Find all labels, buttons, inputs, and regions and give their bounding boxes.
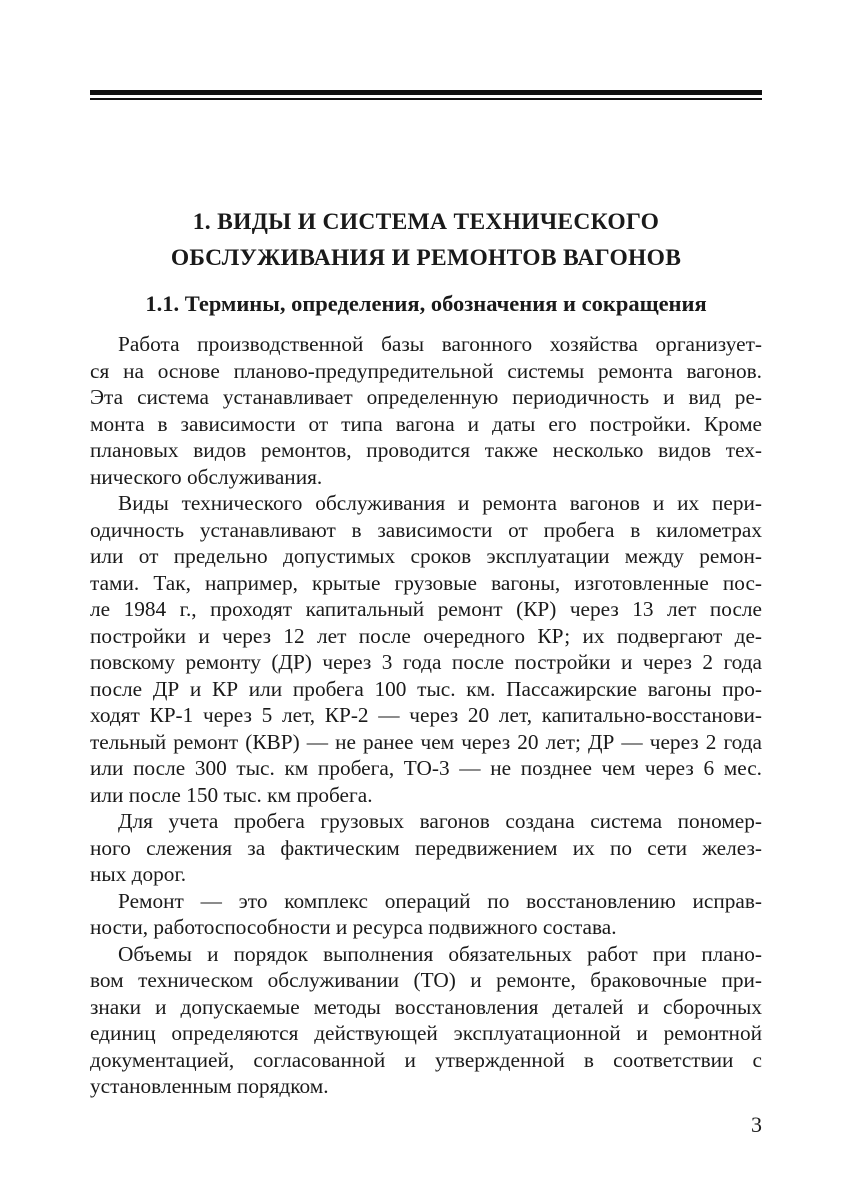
text-line: вом техническом обслуживании (ТО) и ремонте, браковочные при- — [90, 968, 762, 992]
text-line: одичность устанавливают в зависимости от пробега в километрах — [90, 517, 762, 542]
text-line: Эта система устанавливает определенную периодичность и вид ре- — [90, 385, 762, 409]
text-line: Объемы и порядок выполнения обязательных работ при плано- — [118, 941, 762, 966]
text-line: ных дорог. — [90, 862, 187, 886]
paragraph — [90, 331, 762, 490]
text-line: нического обслуживания. — [90, 464, 323, 489]
text-line: единиц определяются действующей эксплуатационной и ремонтной — [90, 1021, 762, 1045]
text-line: ле 1984 г., проходят капитальный ремонт (КР) через 13 лет после — [90, 597, 762, 621]
paragraph — [90, 808, 762, 888]
text-line: документацией, согласованной и утвержденной в соответствии с — [90, 1047, 762, 1072]
text-line: ного слежения за фактическим передвижением их по сети желез- — [90, 835, 762, 860]
text-line: тельный ремонт (КВР) — не ранее чем через 20 лет; ДР — через 2 года — [90, 729, 762, 754]
text-line: постройки и через 12 лет после очередного КР; их подвергают де- — [90, 623, 762, 648]
text-line: или после 150 тыс. км пробега. — [90, 782, 373, 807]
chapter-title — [90, 204, 762, 276]
chapter-title-line: ОБСЛУЖИВАНИЯ И РЕМОНТОВ ВАГОНОВ — [170, 245, 682, 271]
text-line: после ДР и КР или пробега 100 тыс. км. Пассажирские вагоны про- — [90, 676, 762, 701]
body-text — [90, 331, 762, 1100]
text-line: ности, работоспособности и ресурса подвижного состава. — [90, 915, 617, 939]
text-line: или после 300 тыс. км пробега, ТО-3 — не позднее чем через 6 мес. — [90, 756, 762, 780]
text-line: монта в зависимости от типа вагона и даты его постройки. Кроме — [90, 411, 762, 436]
text-line: плановых видов ремонтов, проводится также несколько видов тех- — [90, 438, 762, 462]
text-line: Для учета пробега грузовых вагонов создана система пономер- — [118, 809, 762, 833]
text-line: знаки и допускаемые методы восстановления деталей и сборочных — [90, 994, 762, 1019]
text-line: повскому ремонту (ДР) через 3 года после постройки и через 2 года — [90, 650, 762, 674]
chapter-title-line: 1. ВИДЫ И СИСТЕМА ТЕХНИЧЕСКОГО — [192, 209, 660, 235]
paragraph — [90, 490, 762, 808]
text-line: Виды технического обслуживания и ремонта вагонов и их пери- — [118, 491, 762, 515]
text-line: Работа производственной базы вагонного хозяйства организует- — [118, 332, 762, 356]
header-rule-thin — [90, 98, 762, 100]
text-line: тами. Так, например, крытые грузовые вагоны, изготовленные пос- — [90, 570, 762, 595]
page-number: 3 — [751, 1112, 762, 1137]
text-line: ходят КР-1 через 5 лет, КР-2 — через 20 лет, капитально-восстанови- — [90, 703, 762, 727]
text-line: ся на основе планово-предупредительной системы ремонта вагонов. — [90, 358, 762, 383]
text-line: или от предельно допустимых сроков эксплуатации между ремон- — [90, 544, 762, 568]
section-title: 1.1. Термины, определения, обозначения и сокращения — [145, 291, 707, 316]
paragraph — [90, 941, 762, 1100]
text-line: Ремонт — это комплекс операций по восстановлению исправ- — [118, 888, 762, 913]
paragraph — [90, 888, 762, 941]
text-line: установленным порядком. — [90, 1074, 329, 1098]
header-rule-thick — [90, 90, 762, 95]
